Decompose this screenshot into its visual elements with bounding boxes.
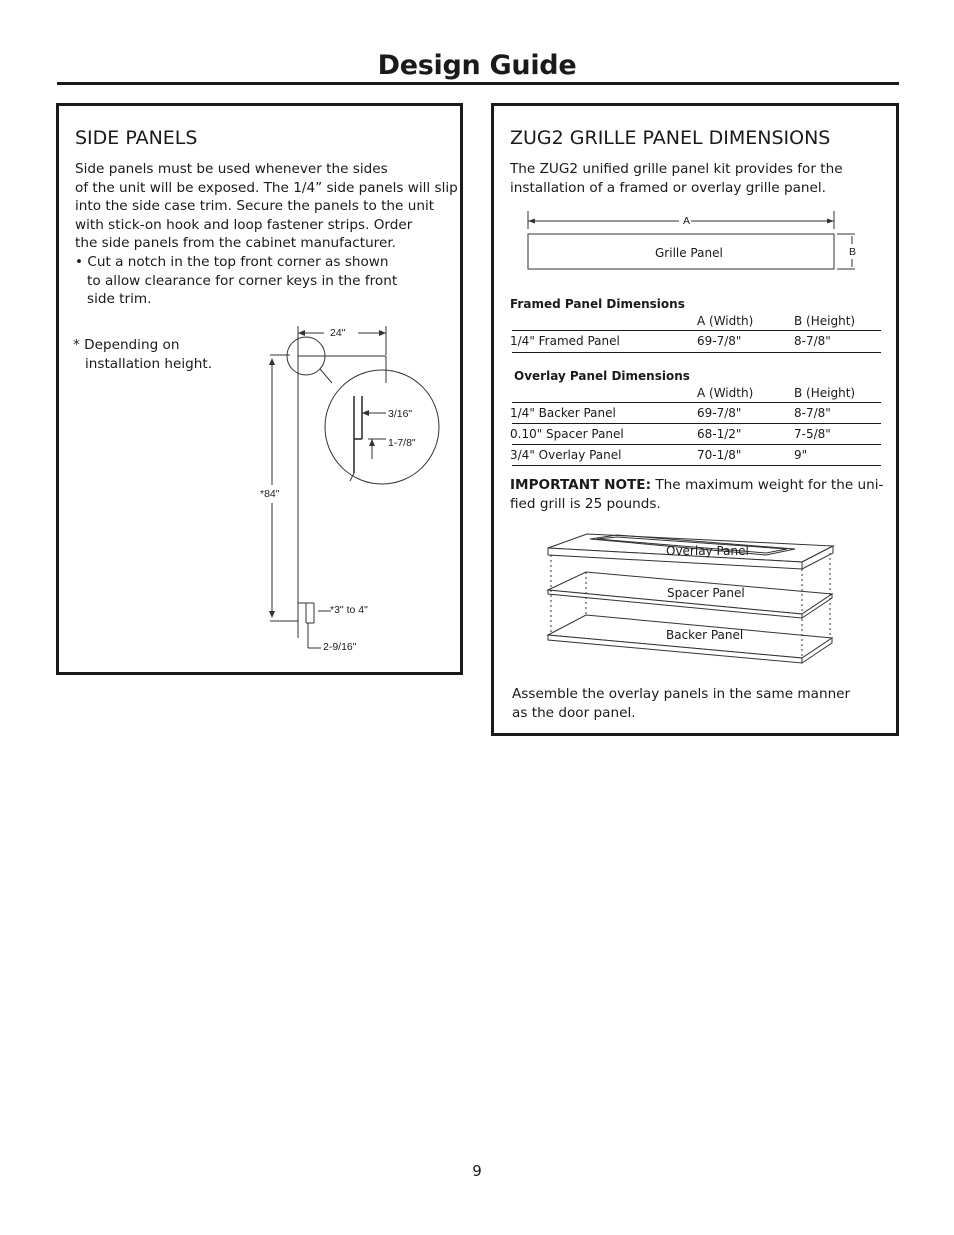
page-number: 9 xyxy=(472,1162,482,1180)
table-rule xyxy=(512,352,881,353)
framed-row-name: 1/4" Framed Panel xyxy=(510,334,620,348)
notch-height-label: 1-7/8" xyxy=(388,437,416,449)
grille-b-label: B xyxy=(849,246,857,258)
paragraph-line: Side panels must be used whenever the sides xyxy=(75,161,388,177)
spacer-panel-label: Spacer Panel xyxy=(667,586,745,600)
side-panels-heading: SIDE PANELS xyxy=(75,127,198,149)
side-panels-section xyxy=(56,103,463,675)
height-dimension-label: *84" xyxy=(260,488,280,500)
table-rule xyxy=(512,402,881,403)
overlay-row-b: 9" xyxy=(794,448,808,462)
paragraph-line: the side panels from the cabinet manufacturer. xyxy=(75,235,396,252)
assemble-line: Assemble the overlay panels in the same manner xyxy=(512,686,851,702)
overlay-row-name: 0.10" Spacer Panel xyxy=(510,427,624,441)
assemble-line: as the door panel. xyxy=(512,704,636,721)
zug2-section xyxy=(491,103,899,736)
grille-panel-label: Grille Panel xyxy=(655,246,723,260)
framed-table-title: Framed Panel Dimensions xyxy=(510,297,685,311)
exploded-panel-diagram xyxy=(491,103,899,243)
page-title: Design Guide xyxy=(377,50,577,81)
framed-row-a: 69-7/8" xyxy=(697,334,742,348)
side-panel-diagram xyxy=(56,103,463,675)
overlay-row-a: 68-1/2" xyxy=(697,427,742,441)
paragraph-line: into the side case trim. Secure the panels to the unit xyxy=(75,198,435,215)
overlay-row-name: 3/4" Overlay Panel xyxy=(510,448,622,462)
grille-a-label: A xyxy=(683,215,691,227)
footnote-line: * Depending on xyxy=(73,337,180,353)
overlay-row-b: 7-5/8" xyxy=(794,427,831,441)
footnote-line: installation height. xyxy=(85,355,213,372)
bullet-line: side trim. xyxy=(87,291,152,308)
framed-row-b: 8-7/8" xyxy=(794,334,831,348)
zug2-heading: ZUG2 GRILLE PANEL DIMENSIONS xyxy=(510,127,831,149)
overlay-row-a: 69-7/8" xyxy=(697,406,742,420)
bottom-offset-label: 2-9/16" xyxy=(323,641,357,653)
overlay-row-name: 1/4" Backer Panel xyxy=(510,406,616,420)
title-divider xyxy=(57,82,899,85)
table-rule xyxy=(512,423,881,424)
important-note-text: The maximum weight for the uni- xyxy=(651,477,884,493)
paragraph-line: of the unit will be exposed. The 1/4” side panels will slip xyxy=(75,179,458,196)
notch-width-label: 3/16" xyxy=(388,408,413,420)
important-note-label: IMPORTANT NOTE: xyxy=(510,477,652,493)
backer-panel-label: Backer Panel xyxy=(666,628,744,642)
overlay-row-b: 8-7/8" xyxy=(794,406,831,420)
width-dimension-label: 24" xyxy=(330,327,346,339)
table-rule xyxy=(512,330,881,331)
bullet-line: • Cut a notch in the top front corner as shown xyxy=(75,253,389,270)
overlay-col-b: B (Height) xyxy=(794,386,856,400)
framed-col-b: B (Height) xyxy=(794,314,856,328)
intro-line: The ZUG2 unified grille panel kit provides for the xyxy=(510,161,843,177)
overlay-col-a: A (Width) xyxy=(697,386,754,400)
overlay-panel-label: Overlay Panel xyxy=(666,544,749,558)
table-rule xyxy=(512,465,881,466)
table-rule xyxy=(512,444,881,445)
assemble-note xyxy=(512,685,850,722)
framed-col-a: A (Width) xyxy=(697,314,754,328)
bullet-line: to allow clearance for corner keys in the front xyxy=(87,272,398,289)
overlay-table-title: Overlay Panel Dimensions xyxy=(514,369,690,383)
paragraph-line: with stick-on hook and loop fastener strips. Order xyxy=(75,216,413,233)
bottom-gap-label: *3" to 4" xyxy=(330,604,368,616)
overlay-row-a: 70-1/8" xyxy=(697,448,742,462)
important-note-text: fied grill is 25 pounds. xyxy=(510,495,661,512)
important-note xyxy=(510,476,883,513)
intro-line: installation of a framed or overlay grille panel. xyxy=(510,179,826,196)
